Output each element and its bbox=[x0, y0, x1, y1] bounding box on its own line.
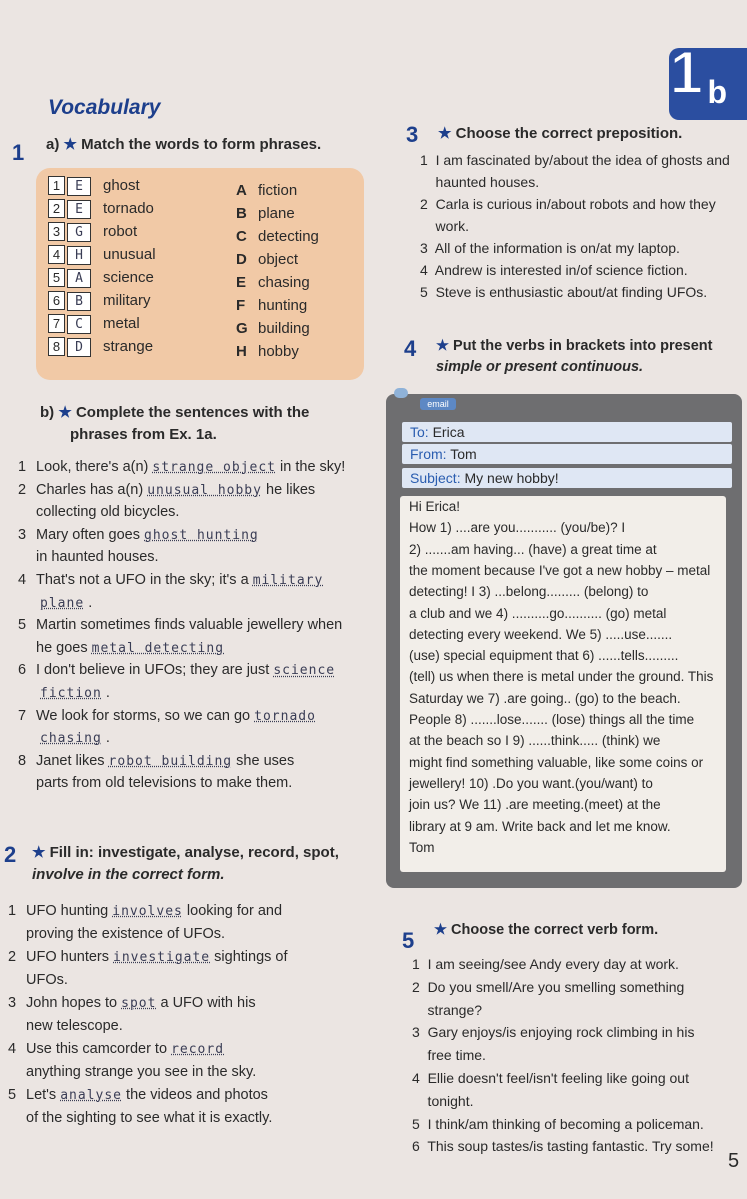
sentence-text: Mary often goes bbox=[36, 526, 140, 543]
text-line: strange? bbox=[412, 1001, 483, 1018]
sentence-line bbox=[18, 524, 378, 547]
sentence-text: of the sighting to see what it is exactly. bbox=[26, 1110, 273, 1126]
sentence-text: Charles has a(n) bbox=[36, 481, 144, 498]
handwritten-answer: chasing bbox=[40, 731, 102, 747]
sentence-line bbox=[18, 705, 378, 728]
item-number: 4 bbox=[18, 572, 27, 588]
sentence-text: UFO hunters bbox=[26, 949, 109, 965]
handwritten-answer: involves bbox=[112, 904, 183, 919]
match-letter: C bbox=[236, 228, 247, 245]
match-right-row bbox=[236, 228, 319, 245]
sentence-line bbox=[18, 546, 378, 568]
handwritten-answer: fiction bbox=[40, 686, 102, 701]
sentence-text: in haunted houses. bbox=[36, 549, 159, 566]
ex4-number: 4 bbox=[404, 336, 417, 361]
email-line: the moment because I've got a new hobby – metal bbox=[409, 562, 711, 578]
sentence-text: he goes bbox=[36, 639, 88, 656]
subject-value: My new hobby! bbox=[464, 470, 559, 486]
match-phrase: hunting bbox=[258, 297, 308, 314]
sentence-line bbox=[18, 614, 378, 636]
text-line: 5 I think/am thinking of becoming a policeman. bbox=[412, 1115, 704, 1132]
ex1a-instruction: Match the words to form phrases. bbox=[81, 136, 322, 153]
email-line: Saturday we 7) .are going.. (go) to the beach. bbox=[409, 690, 681, 706]
email-line: (tell) us when there is metal under the ground. This bbox=[409, 669, 714, 685]
match-word: ghost bbox=[103, 177, 140, 194]
match-left-row bbox=[48, 337, 153, 359]
sentence-text: Look, there's a(n) bbox=[36, 459, 149, 475]
match-phrase: detecting bbox=[258, 228, 319, 245]
handwritten-answer: robot building bbox=[108, 753, 233, 769]
ex3-instruction: Choose the correct preposition. bbox=[455, 125, 683, 142]
from-label: From: bbox=[410, 446, 447, 462]
match-letter: D bbox=[236, 251, 247, 268]
item-number: 4 bbox=[8, 1041, 17, 1057]
sentence-text: . bbox=[105, 685, 110, 701]
sentence-text: UFOs. bbox=[26, 972, 68, 988]
subject-label: Subject: bbox=[410, 470, 461, 486]
text-line: 1 I am fascinated by/about the idea of ghosts and bbox=[420, 152, 730, 168]
handwritten-answer: tornado bbox=[254, 708, 316, 724]
sentence-text: parts from old televisions to make them. bbox=[36, 775, 293, 792]
match-right-row bbox=[236, 182, 297, 199]
sentence-line bbox=[8, 1038, 368, 1061]
star-icon: ★ bbox=[63, 136, 77, 153]
match-left-row bbox=[48, 268, 154, 290]
ex3-number: 3 bbox=[406, 122, 419, 147]
handwritten-answer: analyse bbox=[60, 1088, 123, 1103]
email-line: Tom bbox=[409, 839, 435, 855]
handwritten-answer: spot bbox=[121, 996, 157, 1011]
handwritten-answer: unusual hobby bbox=[147, 482, 262, 498]
match-right-row bbox=[236, 297, 307, 314]
sentence-line bbox=[18, 456, 378, 479]
email-line: (use) special equipment that 6) ......tells......... bbox=[409, 648, 679, 664]
ex1a-heading bbox=[46, 135, 321, 153]
star-icon: ★ bbox=[58, 404, 72, 421]
text-line: 3 All of the information is on/at my laptop. bbox=[420, 240, 680, 256]
ex1-number: 1 bbox=[12, 140, 25, 165]
section-title: Vocabulary bbox=[48, 96, 161, 119]
ex2-instruction-1: Fill in: investigate, analyse, record, spot, bbox=[49, 844, 339, 861]
handwritten-answer: metal detecting bbox=[91, 640, 225, 656]
from-value: Tom bbox=[450, 446, 477, 462]
match-phrase: fiction bbox=[258, 182, 298, 199]
item-number: 3 bbox=[18, 526, 27, 543]
match-answer: D bbox=[67, 338, 91, 357]
match-word: tornado bbox=[103, 200, 154, 217]
email-line: jewellery! 10) .Do you want.(you/want) to bbox=[409, 775, 653, 791]
match-answer: B bbox=[67, 292, 91, 311]
handwritten-answer: science bbox=[273, 663, 336, 679]
email-to-field bbox=[402, 422, 732, 442]
match-word: strange bbox=[103, 338, 154, 355]
sentence-line bbox=[18, 727, 378, 750]
match-left-row bbox=[48, 245, 156, 267]
match-number: 3 bbox=[48, 222, 65, 241]
sentence-text: Janet likes bbox=[36, 752, 105, 769]
sentence-text: looking for and bbox=[186, 903, 283, 919]
sentence-text: sightings of bbox=[214, 949, 288, 965]
email-subject-field bbox=[402, 468, 732, 488]
match-right-row bbox=[236, 320, 310, 337]
item-number: 7 bbox=[18, 707, 27, 724]
text-line: work. bbox=[420, 218, 470, 234]
match-right-row bbox=[236, 274, 310, 291]
handwritten-answer: ghost hunting bbox=[144, 527, 259, 543]
star-icon: ★ bbox=[436, 338, 449, 354]
match-right-row bbox=[236, 343, 299, 360]
sentence-line bbox=[18, 682, 378, 705]
item-number: 2 bbox=[8, 949, 17, 965]
match-letter: E bbox=[236, 274, 247, 291]
match-letter: B bbox=[236, 205, 247, 222]
ex5-heading bbox=[434, 922, 658, 938]
sentence-line bbox=[18, 501, 378, 523]
email-tag: email bbox=[420, 398, 456, 410]
email-line: Hi Erica! bbox=[409, 499, 461, 514]
sentence-line bbox=[18, 750, 378, 773]
sentence-line bbox=[18, 772, 378, 794]
email-line: People 8) .......lose....... (lose) things all the time bbox=[409, 712, 695, 727]
unit-letter: b bbox=[707, 74, 727, 110]
match-letter: H bbox=[236, 343, 247, 360]
item-number: 3 bbox=[8, 995, 17, 1011]
sentence-text: collecting old bicycles. bbox=[36, 504, 180, 521]
item-number: 5 bbox=[18, 617, 27, 634]
sentence-text: . bbox=[88, 594, 93, 611]
match-answer: A bbox=[67, 269, 91, 288]
match-word: robot bbox=[103, 223, 138, 240]
ex5-instruction: Choose the correct verb form. bbox=[451, 922, 659, 938]
star-icon: ★ bbox=[434, 922, 447, 938]
sentence-text: she uses bbox=[236, 752, 295, 769]
item-number: 2 bbox=[18, 481, 27, 498]
email-line: detecting! I 3) ...belong......... (belong) to bbox=[409, 584, 649, 600]
sentence-text: he likes bbox=[266, 481, 316, 498]
match-left-row bbox=[48, 199, 154, 221]
email-line: join us? We 11) .are meeting.(meet) at the bbox=[409, 797, 661, 813]
sentence-line bbox=[8, 1015, 368, 1037]
email-line: might find something valuable, like some coins or bbox=[409, 754, 704, 770]
item-number: 1 bbox=[18, 459, 27, 475]
match-answer: H bbox=[67, 246, 91, 265]
sentence-line bbox=[8, 1107, 368, 1129]
text-line: 6 This soup tastes/is tasting fantastic. Try some! bbox=[412, 1138, 714, 1155]
handwritten-answer: strange object bbox=[152, 460, 276, 475]
email-line: a club and we 4) ..........go.......... (go) metal bbox=[409, 605, 667, 621]
ex3-heading bbox=[438, 124, 682, 142]
match-word: metal bbox=[103, 315, 140, 332]
ex1a-label: a) bbox=[46, 136, 60, 153]
match-number: 4 bbox=[48, 245, 65, 264]
email-line: at the beach so I 9) ......think..... (think) we bbox=[409, 733, 661, 749]
text-line: 4 Andrew is interested in/of science fiction. bbox=[420, 262, 688, 278]
text-line: free time. bbox=[412, 1047, 486, 1064]
sentence-line bbox=[8, 969, 368, 991]
ex2-heading bbox=[32, 842, 339, 886]
match-right-row bbox=[236, 205, 295, 222]
item-number: 8 bbox=[18, 752, 27, 769]
sentence-text: UFO hunting bbox=[26, 903, 109, 919]
match-letter: F bbox=[236, 297, 246, 314]
item-number: 6 bbox=[18, 662, 27, 679]
handwritten-answer: military bbox=[252, 573, 324, 588]
item-number: 5 bbox=[8, 1087, 17, 1103]
ex4-instruction-2: simple or present continuous. bbox=[436, 359, 644, 375]
sentence-line bbox=[8, 992, 368, 1015]
match-word: science bbox=[103, 269, 154, 286]
text-line: 1 I am seeing/see Andy every day at work. bbox=[412, 956, 679, 972]
email-line: detecting every weekend. We 5) .....use....... bbox=[409, 626, 673, 642]
item-number: 1 bbox=[8, 903, 17, 919]
sentence-text: proving the existence of UFOs. bbox=[26, 926, 226, 942]
sentence-line bbox=[18, 479, 378, 502]
match-answer: E bbox=[67, 200, 91, 219]
text-line: haunted houses. bbox=[420, 174, 540, 190]
sentence-line bbox=[18, 659, 378, 682]
text-line: 3 Gary enjoys/is enjoying rock climbing in his bbox=[412, 1024, 695, 1041]
email-from-field bbox=[402, 444, 732, 464]
match-number: 1 bbox=[48, 176, 65, 195]
match-phrase: chasing bbox=[258, 274, 310, 291]
handwritten-answer: plane bbox=[40, 595, 85, 611]
page-number: 5 bbox=[728, 1150, 740, 1172]
text-line: 5 Steve is enthusiastic about/at finding UFOs. bbox=[420, 284, 708, 300]
sentence-text: We look for storms, so we can go bbox=[36, 707, 251, 724]
match-number: 2 bbox=[48, 199, 65, 218]
text-line: 4 Ellie doesn't feel/isn't feeling like going out bbox=[412, 1070, 689, 1086]
match-answer: E bbox=[67, 177, 91, 196]
match-letter: A bbox=[236, 182, 247, 199]
sentence-line bbox=[8, 900, 368, 923]
match-phrase: plane bbox=[258, 205, 295, 222]
text-line: 2 Do you smell/Are you smelling something bbox=[412, 978, 685, 995]
match-number: 6 bbox=[48, 291, 65, 310]
match-number: 7 bbox=[48, 314, 65, 333]
match-answer: G bbox=[67, 223, 91, 242]
sentence-text: John hopes to bbox=[26, 995, 118, 1011]
match-phrase: object bbox=[258, 251, 299, 268]
sentence-text: Let's bbox=[26, 1087, 57, 1103]
ex4-instruction-1: Put the verbs in brackets into present bbox=[453, 338, 713, 354]
sentence-text: Use this camcorder to bbox=[26, 1041, 168, 1057]
sentence-text: new telescope. bbox=[26, 1018, 123, 1034]
ex2-number: 2 bbox=[4, 842, 17, 867]
sentence-text: Martin sometimes finds valuable jewellery when bbox=[36, 617, 343, 634]
sentence-text: the videos and photos bbox=[126, 1087, 268, 1103]
sentence-line bbox=[8, 1084, 368, 1107]
ex1b-label: b) bbox=[40, 404, 55, 421]
sentence-line bbox=[18, 592, 378, 615]
sentence-line bbox=[18, 569, 378, 592]
match-number: 5 bbox=[48, 268, 65, 287]
match-phrase: building bbox=[258, 320, 310, 337]
match-left-row bbox=[48, 314, 140, 336]
sentence-text: I don't believe in UFOs; they are just bbox=[36, 662, 270, 679]
handwritten-answer: investigate bbox=[113, 950, 211, 965]
sentence-line bbox=[8, 946, 368, 969]
email-line: How 1) ....are you........... (you/be)? I bbox=[409, 520, 626, 536]
ex1b-instruction-1: Complete the sentences with the bbox=[75, 404, 310, 421]
sentence-line bbox=[8, 1061, 368, 1083]
match-letter: G bbox=[236, 320, 248, 337]
unit-number: 1 bbox=[669, 39, 703, 106]
star-icon: ★ bbox=[32, 844, 46, 861]
to-value: Erica bbox=[432, 424, 465, 440]
match-phrase: hobby bbox=[258, 343, 299, 360]
window-controls-icon bbox=[394, 388, 408, 398]
match-left-row bbox=[48, 291, 151, 313]
handwritten-answer: record bbox=[171, 1042, 225, 1057]
sentence-line bbox=[18, 637, 378, 660]
sentence-text: anything strange you see in the sky. bbox=[26, 1064, 257, 1080]
email-line: 2) .......am having... (have) a great time at bbox=[409, 541, 657, 557]
sentence-text: That's not a UFO in the sky; it's a bbox=[36, 572, 249, 588]
match-left-row bbox=[48, 222, 137, 244]
ex4-heading bbox=[436, 336, 713, 378]
email-line: library at 9 am. Write back and let me know. bbox=[409, 818, 671, 834]
sentence-text: . bbox=[105, 730, 110, 747]
ex2-instruction-2: involve in the correct form. bbox=[32, 866, 225, 883]
sentence-text: in the sky! bbox=[280, 459, 346, 475]
star-icon: ★ bbox=[438, 125, 452, 142]
text-line: 2 Carla is curious in/about robots and how they bbox=[420, 196, 716, 212]
match-answer: C bbox=[67, 315, 91, 334]
sentence-line bbox=[8, 923, 368, 945]
ex5-number: 5 bbox=[402, 928, 415, 953]
match-right-row bbox=[236, 251, 298, 268]
match-left-row bbox=[48, 176, 140, 198]
text-line: tonight. bbox=[412, 1092, 474, 1109]
ex1b-instruction-2: phrases from Ex. 1a. bbox=[70, 426, 217, 443]
match-word: military bbox=[103, 292, 151, 309]
sentence-text: a UFO with his bbox=[160, 995, 256, 1011]
ex1b-heading bbox=[40, 402, 309, 446]
match-word: unusual bbox=[103, 246, 156, 263]
to-label: To: bbox=[410, 424, 429, 440]
match-number: 8 bbox=[48, 337, 65, 356]
